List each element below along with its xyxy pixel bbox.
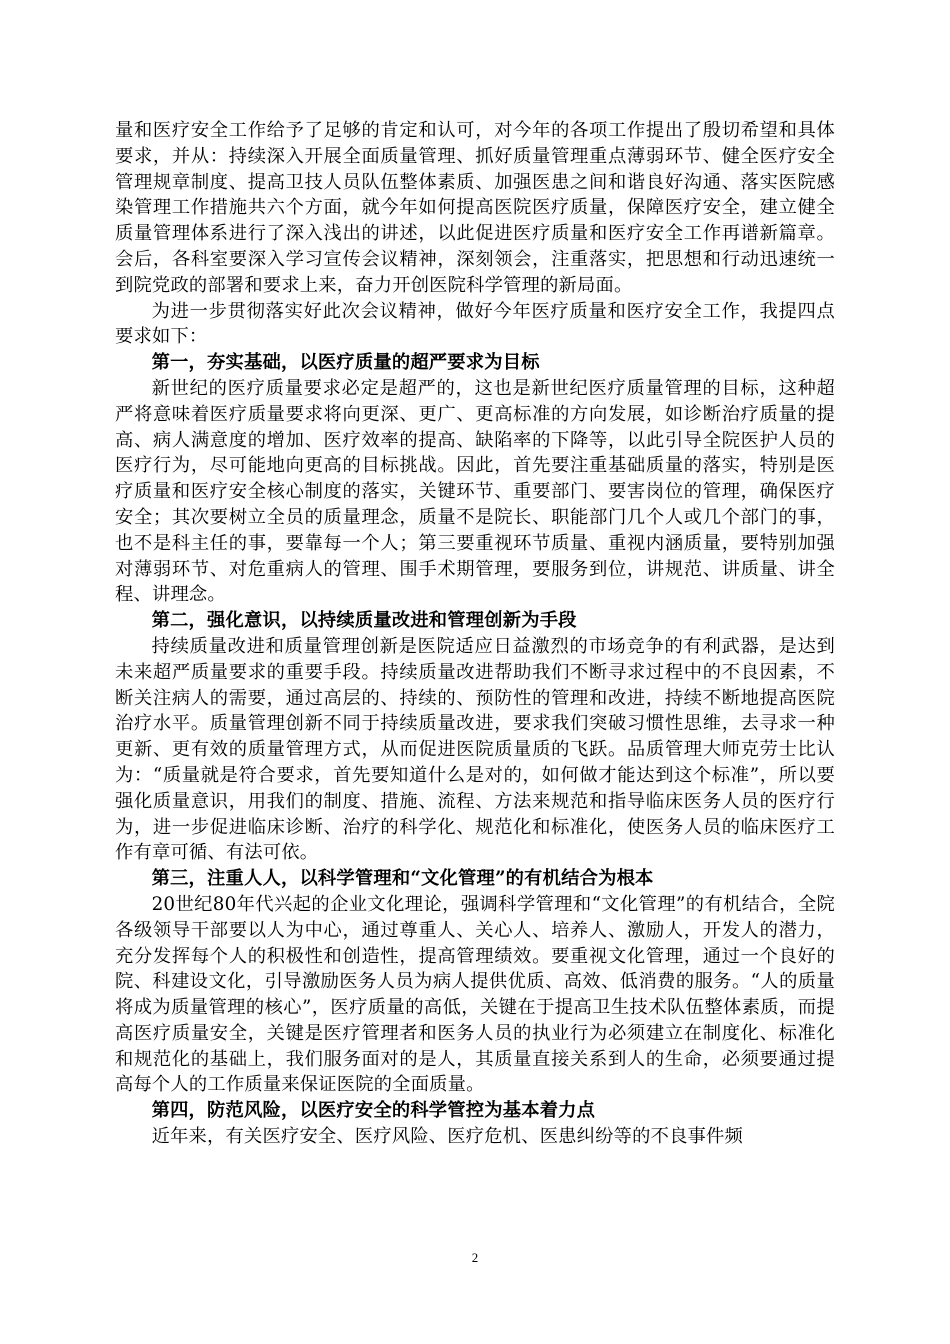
section-heading-first: 第一，夯实基础，以医疗质量的超严要求为目标 — [151, 352, 540, 374]
section-heading-third: 第三，注重人人，以科学管理和“文化管理”的有机结合为根本 — [151, 868, 654, 890]
paragraph-requirements-intro: 为进一步贯彻落实好此次会议精神，做好今年医疗质量和医疗安全工作，我提四点要求如下： — [115, 300, 835, 348]
page-number: 2 — [471, 1250, 479, 1265]
paragraph-intro-continued: 量和医疗安全工作给予了足够的肯定和认可，对今年的各项工作提出了殷切希望和具体要求，并从：持续深入开展全面质量管理、抓好质量管理重点薄弱环节、健全医疗安全管理规章制度、提高卫技人员队伍整体素质、加强医患之间和谐良好沟通、落实医院感染管理工作措施共六个方面，就今年如何提高医院医疗质量，保障医疗安全，建立健全质量管理体系进行了深入浅出的讲述，以此促进医疗质量和医疗安全工作再谱新篇章。会后，各科室要深入学习宣传会议精神，深刻领会，注重落实，把思想和行动迅速统一到院党政的部署和要求上来，奋力开创医院科学管理的新局面。 — [115, 120, 835, 296]
section-heading-fourth: 第四，防范风险，以医疗安全的科学管控为基本着力点 — [151, 1100, 596, 1122]
document-page — [115, 118, 835, 1150]
paragraph-third-body: 20世纪80年代兴起的企业文化理论，强调科学管理和“文化管理”的有机结合，全院各级领导干部要以人为中心，通过尊重人、关心人、培养人、激励人，开发人的潜力，充分发挥每个人的积极性和创造性，提高管理绩效。要重视文化管理，通过一个良好的院、科建设文化，引导激励医务人员为病人提供优质、高效、低消费的服务。“人的质量将成为质量管理的核心”，医疗质量的高低，关键在于提高卫生技术队伍整体素质，而提高医疗质量安全，关键是医疗管理者和医务人员的执业行为必须建立在制度化、标准化和规范化的基础上，我们服务面对的是人，其质量直接关系到人的生命，必须要通过提高每个人的工作质量来保证医院的全面质量。 — [115, 893, 835, 1096]
paragraph-second-body: 持续质量改进和质量管理创新是医院适应日益激烈的市场竞争的有利武器，是达到未来超严质量要求的重要手段。持续质量改进帮助我们不断寻求过程中的不良因素，不断关注病人的需要，通过高层的、持续的、预防性的管理和改进，持续不断地提高医院治疗水平。质量管理创新不同于持续质量改进，要求我们突破习惯性思维，去寻求一种更新、更有效的质量管理方式，从而促进医院质量质的飞跃。品质管理大师克劳士比认为：“质量就是符合要求，首先要知道什么是对的，如何做才能达到这个标准”，所以要强化质量意识，用我们的制度、措施、流程、方法来规范和指导临床医务人员的医疗行为，进一步促进临床诊断、治疗的科学化、规范化和标准化，使医务人员的临床医疗工作有章可循、有法可依。 — [115, 635, 835, 864]
paragraph-fourth-body: 近年来，有关医疗安全、医疗风险、医疗危机、医患纠纷等的不良事件频 — [151, 1126, 743, 1148]
section-heading-second: 第二，强化意识，以持续质量改进和管理创新为手段 — [151, 610, 577, 632]
paragraph-first-body: 新世纪的医疗质量要求必定是超严的，这也是新世纪医疗质量管理的目标，这种超严将意味着医疗质量要求将向更深、更广、更高标准的方向发展，如诊断治疗质量的提高、病人满意度的增加、医疗效率的提高、缺陷率的下降等，以此引导全院医护人员的医疗行为，尽可能地向更高的目标挑战。因此，首先要注重基础质量的落实，特别是医疗质量和医疗安全核心制度的落实，关键环节、重要部门、要害岗位的管理，确保医疗安全；其次要树立全员的质量理念，质量不是院长、职能部门几个人或几个部门的事，也不是科主任的事，要靠每一个人；第三要重视环节质量、重视内涵质量，要特别加强对薄弱环节、对危重病人的管理、围手术期管理，要服务到位，讲规范、讲质量、讲全程、讲理念。 — [115, 377, 835, 606]
